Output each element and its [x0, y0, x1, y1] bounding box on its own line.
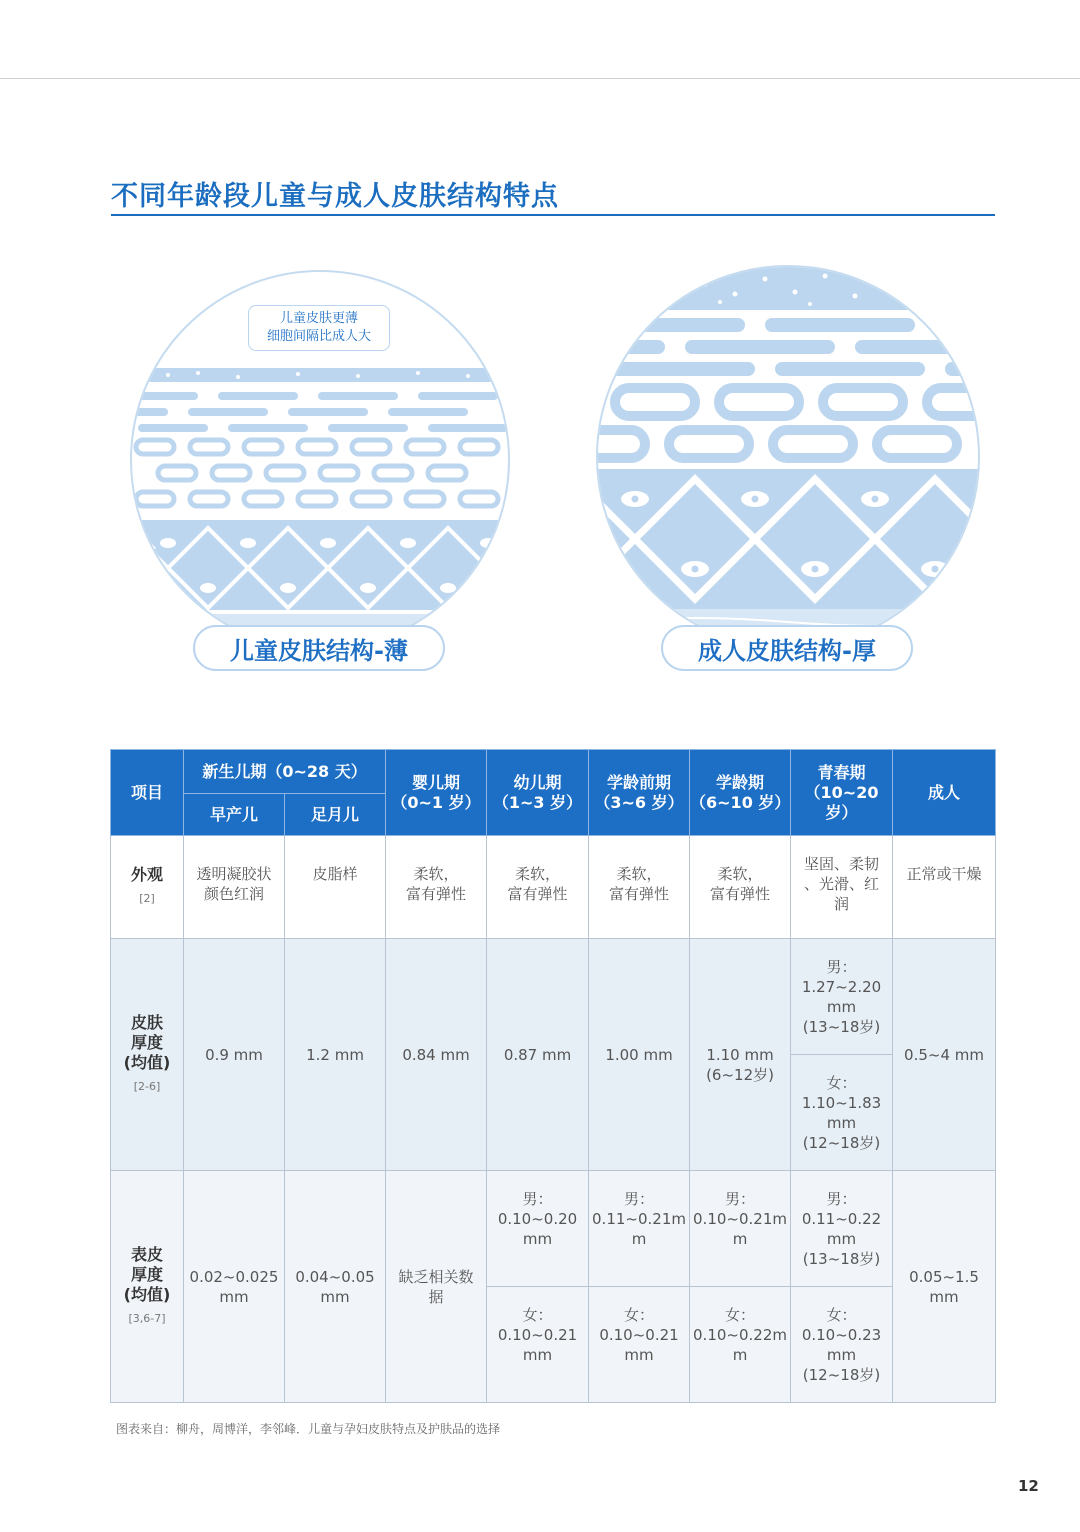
header-fullterm: 足月儿 — [285, 794, 386, 836]
note-line-1: 儿童皮肤更薄 — [279, 311, 358, 326]
source-citation: 图表来自：柳舟，周博洋，李邻峰．儿童与孕妇皮肤特点及护肤品的选择 — [116, 1422, 501, 1436]
header-infant: 婴儿期 （0~1 岁） — [386, 750, 487, 836]
row-label-epidermis-thickness: 表皮 厚度 (均值) [3,6-7] — [111, 1171, 184, 1403]
page-title: 不同年龄段儿童与成人皮肤结构特点 — [111, 181, 559, 212]
epidermis-premature: 0.02~0.025 mm — [184, 1171, 285, 1403]
appearance-toddler: 柔软， 富有弹性 — [487, 836, 589, 939]
epidermis-fullterm: 0.04~0.05 mm — [285, 1171, 386, 1403]
page-number: 12 — [1018, 1477, 1039, 1495]
adult-skin-label: 成人皮肤结构-厚 — [661, 625, 913, 671]
appearance-preschool: 柔软， 富有弹性 — [589, 836, 690, 939]
adult-skin-illustration — [595, 264, 981, 650]
appearance-teen: 坚固、柔韧 、光滑、红 润 — [791, 836, 893, 939]
skin-thickness-teen-female: 女： 1.10~1.83 mm (12~18岁) — [791, 1055, 893, 1171]
skin-thickness-teen-male: 男： 1.27~2.20 mm (13~18岁) — [791, 939, 893, 1055]
appearance-adult: 正常或干燥 — [893, 836, 996, 939]
appearance-premature: 透明凝胶状 颜色红润 — [184, 836, 285, 939]
row-label-skin-thickness: 皮肤 厚度 (均值) [2-6] — [111, 939, 184, 1171]
epidermis-preschool-female: 女： 0.10~0.21 mm — [589, 1287, 690, 1403]
child-skin-label: 儿童皮肤结构-薄 — [193, 625, 445, 671]
epidermis-preschool-male: 男： 0.11~0.21m m — [589, 1171, 690, 1287]
epidermis-school-male: 男： 0.10~0.21m m — [690, 1171, 791, 1287]
title-underline — [111, 214, 995, 216]
appearance-infant: 柔软， 富有弹性 — [386, 836, 487, 939]
header-adult: 成人 — [893, 750, 996, 836]
top-divider — [0, 78, 1080, 79]
appearance-school: 柔软， 富有弹性 — [690, 836, 791, 939]
epidermis-adult: 0.05~1.5 mm — [893, 1171, 996, 1403]
skin-thickness-infant: 0.84 mm — [386, 939, 487, 1171]
skin-thickness-adult: 0.5~4 mm — [893, 939, 996, 1171]
header-newborn: 新生儿期（0~28 天） — [184, 750, 386, 794]
skin-thickness-preschool: 1.00 mm — [589, 939, 690, 1171]
child-skin-note — [248, 305, 390, 351]
epidermis-teen-male: 男： 0.11~0.22 mm (13~18岁) — [791, 1171, 893, 1287]
epidermis-teen-female: 女： 0.10~0.23 mm (12~18岁) — [791, 1287, 893, 1403]
skin-thickness-fullterm: 1.2 mm — [285, 939, 386, 1171]
appearance-fullterm: 皮脂样 — [285, 836, 386, 939]
header-toddler: 幼儿期 （1~3 岁） — [487, 750, 589, 836]
skin-thickness-school: 1.10 mm (6~12岁) — [690, 939, 791, 1171]
skin-comparison-table — [110, 749, 996, 1403]
header-premature: 早产儿 — [184, 794, 285, 836]
header-preschool: 学龄前期 （3~6 岁） — [589, 750, 690, 836]
header-item: 项目 — [111, 750, 184, 836]
epidermis-infant: 缺乏相关数 据 — [386, 1171, 487, 1403]
skin-thickness-toddler: 0.87 mm — [487, 939, 589, 1171]
epidermis-toddler-female: 女： 0.10~0.21 mm — [487, 1287, 589, 1403]
epidermis-toddler-male: 男： 0.10~0.20 mm — [487, 1171, 589, 1287]
row-label-appearance: 外观 [2] — [111, 836, 184, 939]
header-school: 学龄期 （6~10 岁） — [690, 750, 791, 836]
epidermis-school-female: 女： 0.10~0.22m m — [690, 1287, 791, 1403]
skin-thickness-premature: 0.9 mm — [184, 939, 285, 1171]
header-teen: 青春期 （10~20 岁） — [791, 750, 893, 836]
note-line-2: 细胞间隔比成人大 — [266, 329, 371, 344]
